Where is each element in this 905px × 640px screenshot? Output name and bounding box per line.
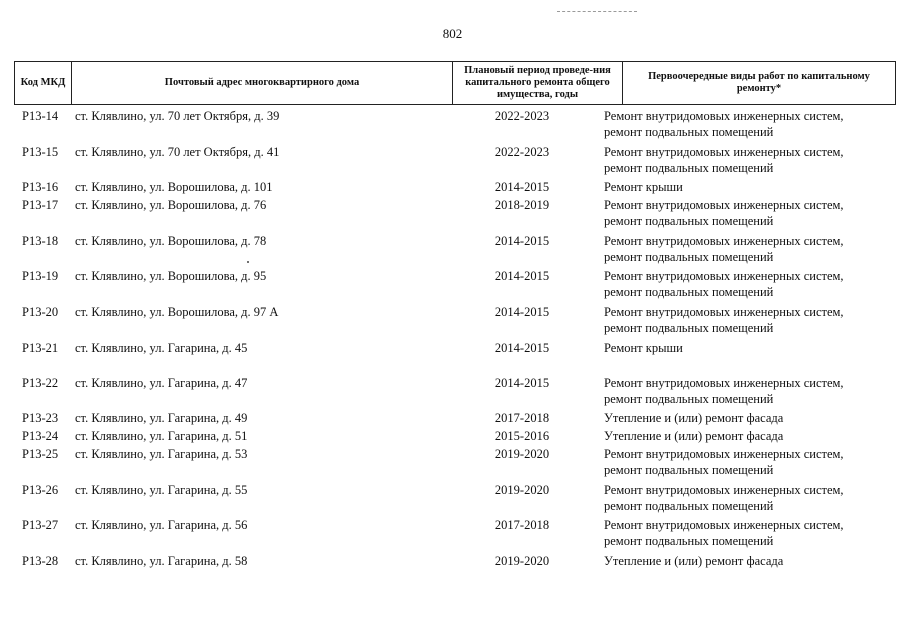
cell-address: ст. Клявлино, ул. Ворошилова, д. 101: [75, 180, 273, 194]
works-line: Ремонт внутридомовых инженерных систем,: [604, 483, 844, 497]
cell-period: 2018-2019: [494, 198, 550, 212]
works-line: ремонт подвальных помещений: [604, 250, 774, 264]
works-line: ремонт подвальных помещений: [604, 214, 774, 228]
works-line: Ремонт внутридомовых инженерных систем,: [604, 145, 844, 159]
scan-speck: [247, 261, 249, 263]
works-line: Ремонт внутридомовых инженерных систем,: [604, 376, 844, 390]
works-line: Ремонт крыши: [604, 180, 683, 194]
header-address: Почтовый адрес многоквартирного дома: [71, 62, 452, 104]
cell-address: ст. Клявлино, ул. 70 лет Октября, д. 39: [75, 109, 280, 123]
cell-address: ст. Клявлино, ул. Ворошилова, д. 78: [75, 234, 267, 248]
page-number: 802: [442, 26, 463, 41]
works-line: Ремонт крыши: [604, 341, 683, 355]
cell-period: 2014-2015: [494, 376, 550, 390]
works-line: ремонт подвальных помещений: [604, 463, 774, 477]
works-line: ремонт подвальных помещений: [604, 125, 774, 139]
cell-period: 2017-2018: [494, 411, 550, 425]
header-code: Код МКД: [20, 77, 66, 88]
works-line: ремонт подвальных помещений: [604, 392, 774, 406]
cell-period: 2014-2015: [494, 234, 550, 248]
cell-code: Р13-14: [22, 109, 59, 123]
cell-address: ст. Клявлино, ул. Гагарина, д. 47: [75, 376, 248, 390]
works-line: ремонт подвальных помещений: [604, 534, 774, 548]
cell-period: 2015-2016: [494, 429, 550, 443]
cell-address: ст. Клявлино, ул. Гагарина, д. 53: [75, 447, 248, 461]
cell-code: Р13-17: [22, 198, 59, 212]
works-line: ремонт подвальных помещений: [604, 321, 774, 335]
cell-works: [604, 446, 894, 478]
cell-period: 2014-2015: [494, 341, 550, 355]
cell-code: Р13-25: [22, 447, 59, 461]
cell-address: ст. Клявлино, ул. 70 лет Октября, д. 41: [75, 145, 280, 159]
cell-address: ст. Клявлино, ул. Гагарина, д. 45: [75, 341, 248, 355]
works-line: Ремонт внутридомовых инженерных систем,: [604, 198, 844, 212]
works-line: ремонт подвальных помещений: [604, 499, 774, 513]
cell-works: [604, 482, 894, 514]
cell-period: 2022-2023: [494, 145, 550, 159]
works-line: Ремонт внутридомовых инженерных систем,: [604, 518, 844, 532]
works-line: Утепление и (или) ремонт фасада: [604, 429, 784, 443]
works-line: Утепление и (или) ремонт фасада: [604, 411, 784, 425]
works-line: ремонт подвальных помещений: [604, 285, 774, 299]
cell-address: ст. Клявлино, ул. Гагарина, д. 51: [75, 429, 248, 443]
cell-period: 2019-2020: [494, 483, 550, 497]
cell-works: [604, 428, 894, 444]
cell-code: Р13-16: [22, 180, 59, 194]
works-line: Ремонт внутридомовых инженерных систем,: [604, 234, 844, 248]
cell-address: ст. Клявлино, ул. Гагарина, д. 49: [75, 411, 248, 425]
cell-address: ст. Клявлино, ул. Гагарина, д. 55: [75, 483, 248, 497]
cell-works: [604, 375, 894, 407]
cell-code: Р13-19: [22, 269, 59, 283]
cell-period: 2019-2020: [494, 447, 550, 461]
cell-works: [604, 179, 894, 195]
header-works: Первоочередные виды работ по капитальному ремонту*: [622, 62, 895, 104]
cell-works: [604, 268, 894, 300]
cell-code: Р13-28: [22, 554, 59, 568]
works-line: Ремонт внутридомовых инженерных систем,: [604, 109, 844, 123]
cell-address: ст. Клявлино, ул. Ворошилова, д. 97 А: [75, 305, 279, 319]
cell-code: Р13-20: [22, 305, 59, 319]
cell-address: ст. Клявлино, ул. Гагарина, д. 58: [75, 554, 248, 568]
works-line: Ремонт внутридомовых инженерных систем,: [604, 447, 844, 461]
cell-address: ст. Клявлино, ул. Ворошилова, д. 95: [75, 269, 267, 283]
cell-code: Р13-21: [22, 341, 59, 355]
cell-code: Р13-26: [22, 483, 59, 497]
cell-address: ст. Клявлино, ул. Ворошилова, д. 76: [75, 198, 267, 212]
works-line: ремонт подвальных помещений: [604, 161, 774, 175]
header-period: Плановый период проведе-ния капитального ремонта общего имущества, годы: [452, 62, 622, 104]
cell-code: Р13-18: [22, 234, 59, 248]
cell-code: Р13-22: [22, 376, 59, 390]
works-line: Ремонт внутридомовых инженерных систем,: [604, 305, 844, 319]
cell-works: [604, 517, 894, 549]
cell-works: [604, 553, 894, 569]
cell-code: Р13-24: [22, 429, 59, 443]
cell-period: 2014-2015: [494, 180, 550, 194]
cell-works: [604, 410, 894, 426]
cell-works: [604, 340, 894, 356]
cell-address: ст. Клявлино, ул. Гагарина, д. 56: [75, 518, 248, 532]
cell-works: [604, 108, 894, 140]
cell-period: 2017-2018: [494, 518, 550, 532]
cell-works: [604, 304, 894, 336]
cell-works: [604, 197, 894, 229]
works-line: Утепление и (или) ремонт фасада: [604, 554, 784, 568]
cell-code: Р13-15: [22, 145, 59, 159]
cell-code: Р13-27: [22, 518, 59, 532]
cell-period: 2014-2015: [494, 305, 550, 319]
cell-code: Р13-23: [22, 411, 59, 425]
cell-works: [604, 233, 894, 265]
cell-period: 2014-2015: [494, 269, 550, 283]
works-line: Ремонт внутридомовых инженерных систем,: [604, 269, 844, 283]
cell-period: 2022-2023: [494, 109, 550, 123]
cell-period: 2019-2020: [494, 554, 550, 568]
cell-works: [604, 144, 894, 176]
